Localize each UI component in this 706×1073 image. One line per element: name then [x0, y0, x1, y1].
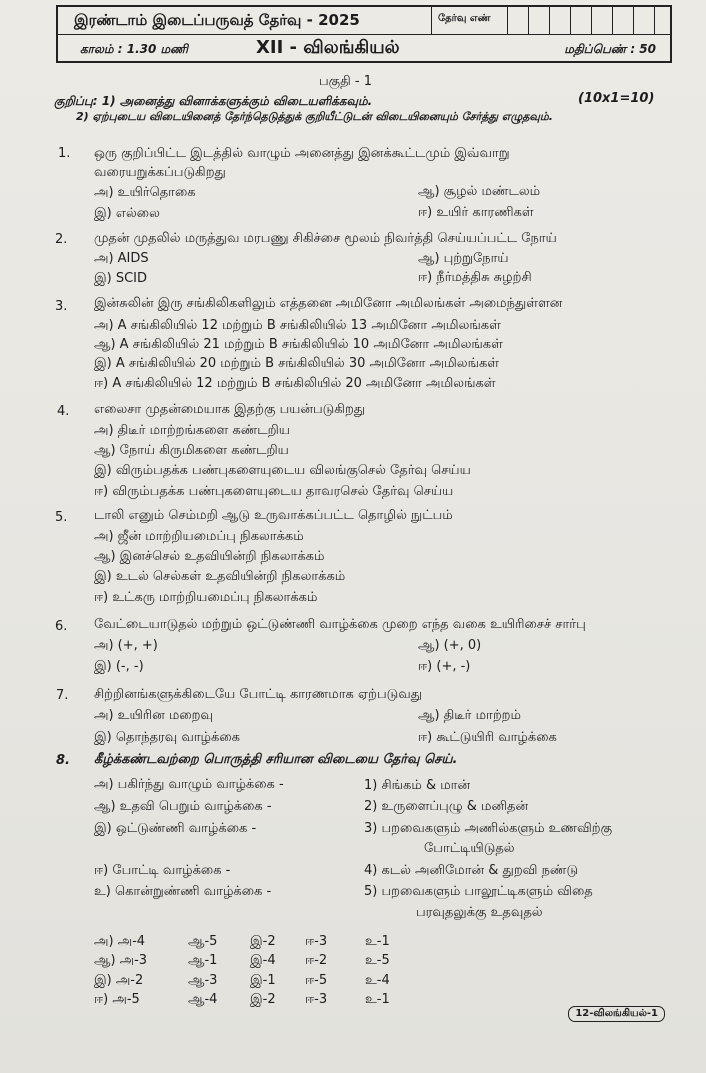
option: ஈ) நீர்மத்திசு சுழற்சி: [418, 270, 532, 285]
answer-cell: உ-4: [365, 973, 390, 988]
register-number-box: [431, 7, 671, 34]
option: ஆ) புற்றுநோய்: [418, 251, 509, 266]
answer-cell: ஆ-4: [188, 992, 218, 1007]
option: இ) (-, -): [94, 659, 144, 674]
match-left-item: ஈ) போட்டி வாழ்க்கை -: [94, 863, 231, 878]
reg-cell: [528, 7, 549, 34]
reg-cell: [612, 7, 633, 34]
option: ஈ) A சங்கிலியில் 12 மற்றும் B சங்கிலியில் 20 அமினோ அமிலங்கள்: [94, 376, 496, 391]
option: ஈ) விரும்பதக்க பண்புகளையுடைய தாவரசெல் தேர்வு செய்ய: [94, 484, 454, 499]
reg-cell: [591, 7, 612, 34]
option: இ) விரும்பதக்க பண்புகளையுடைய விலங்குசெல் தேர்வு செய்ய: [94, 463, 471, 478]
question-number: 5.: [55, 510, 68, 525]
question-number: 6.: [55, 619, 68, 634]
answer-cell: ஆ-3: [188, 973, 218, 988]
option: ஈ) உட்கரு மாற்றியமைப்பு நிகலாக்கம்: [94, 590, 318, 605]
reg-cell: [654, 7, 675, 34]
question-number: 1.: [58, 146, 71, 161]
answer-cell: இ-2: [250, 934, 276, 949]
question-number: 2.: [55, 232, 68, 247]
answer-cell: உ-1: [365, 992, 390, 1007]
match-right-item: 4) கடல் அனிமோன் & துறவி நண்டு: [364, 863, 579, 878]
answer-option: அ) அ-4: [94, 934, 146, 949]
answer-cell: உ-5: [365, 953, 390, 968]
exam-duration: காலம் : 1.30 மணி: [80, 42, 189, 56]
instruction-1: குறிப்பு: 1) அனைத்து வினாக்களுக்கும் விடையளிக்கவும்.: [54, 94, 373, 108]
answer-cell: ஈ-3: [305, 934, 328, 949]
exam-title: இரண்டாம் இடைப்பருவத் தேர்வு - 2025: [74, 11, 360, 29]
question-text: டாலி எனும் செம்மறி ஆடு உருவாக்கப்பட்ட தொழில் நுட்பம்: [94, 508, 453, 523]
match-right-item: 5) பறவைகளும் பாலூட்டிகளும் விதை: [364, 884, 593, 899]
answer-cell: ஈ-3: [305, 992, 328, 1007]
option: இ) A சங்கிலியில் 20 மற்றும் B சங்கிலியில் 30 அமினோ அமிலங்கள்: [94, 356, 500, 371]
question-text: இன்சுலின் இரு சங்கிலிகளிலும் எத்தனை அமினோ அமிலங்கள் அமைந்துள்ளன: [94, 296, 563, 311]
answer-option: ஈ) அ-5: [94, 992, 140, 1007]
option: அ) ஜீன் மாற்றியமைப்பு நிகலாக்கம்: [94, 529, 304, 544]
answer-option: ஆ) அ-3: [94, 953, 148, 968]
part-marks: (10x1=10): [578, 91, 655, 106]
answer-cell: இ-2: [250, 992, 276, 1007]
exam-header: [56, 5, 672, 63]
option: இ) எல்லை: [94, 206, 160, 221]
match-right-item: 3) பறவைகளும் அணில்களும் உணவிற்கு: [364, 821, 613, 836]
header-top-row: [58, 7, 670, 35]
answer-cell: ஆ-1: [188, 953, 218, 968]
answer-cell: இ-4: [250, 953, 276, 968]
instruction-2: 2) ஏற்புடைய விடையினைத் தேர்ந்தெடுத்துக் குறியீட்டுடன் விடையினையும் சேர்த்து எழுதவும்.: [76, 110, 553, 123]
option: அ) A சங்கிலியில் 12 மற்றும் B சங்கிலியில் 13 அமினோ அமிலங்கள்: [94, 318, 501, 333]
register-number-label: தேர்வு எண்: [438, 13, 491, 24]
option: ஆ) திடீர் மாற்றம்: [418, 708, 521, 723]
page-tag: 12-விலங்கியல்-1: [568, 1006, 665, 1022]
reg-cell: [570, 7, 591, 34]
option: ஆ) இனச்செல் உதவியின்றி நிகலாக்கம்: [94, 549, 325, 564]
option: ஆ) A சங்கிலியில் 21 மற்றும் B சங்கிலியில் 10 அமினோ அமிலங்கள்: [94, 337, 503, 352]
option: ஆ) (+, 0): [418, 638, 482, 653]
match-right-item: பரவுதலுக்கு உதவுதல்: [416, 905, 543, 920]
match-right-item: 1) சிங்கம் & மான்: [364, 778, 471, 793]
question-text: சிற்றினங்களுக்கிடையே போட்டி காரணமாக ஏற்படுவது: [94, 687, 422, 702]
answer-cell: ஈ-2: [305, 953, 328, 968]
question-text: எலைசா முதன்மையாக இதற்கு பயன்படுகிறது: [94, 402, 366, 417]
subject-title: XII - விலங்கியல்: [256, 37, 400, 58]
answer-option: இ) அ-2: [94, 973, 144, 988]
question-text: முதன் முதலில் மருத்துவ மரபணு சிகிச்சை மூலம் நிவர்த்தி செய்யப்பட்ட நோய்: [94, 231, 557, 246]
question-text: ஒரு குறிப்பிட்ட இடத்தில் வாழும் அனைத்து இனக்கூட்டமும் இவ்வாறு: [94, 146, 510, 161]
option: இ) தொந்தரவு வாழ்க்கை: [94, 730, 240, 745]
match-left-item: உ) கொன்றுண்ணி வாழ்க்கை -: [94, 884, 272, 899]
option: ஈ) உயிர் காரணிகள்: [418, 205, 534, 220]
question-number: 3.: [55, 299, 68, 314]
option: இ) SCID: [94, 271, 148, 286]
question-number: 4.: [57, 404, 70, 419]
question-number: 7.: [56, 688, 69, 703]
answer-cell: ஈ-5: [305, 973, 328, 988]
match-left-item: அ) பகிர்ந்து வாழும் வாழ்க்கை -: [94, 777, 284, 792]
option: அ) உயிரின மறைவு: [94, 708, 213, 723]
answer-cell: இ-1: [250, 973, 276, 988]
question-text: வேட்டையாடுதல் மற்றும் ஒட்டுண்ணி வாழ்க்கை முறை எந்த வகை உயிரிசைச் சார்பு: [94, 617, 586, 632]
reg-cell: [549, 7, 570, 34]
question-text: கீழ்க்கண்டவற்றை பொருத்தி சரியான விடையை தேர்வு செய்.: [94, 752, 458, 767]
option: ஈ) கூட்டுயிரி வாழ்க்கை: [418, 730, 557, 745]
match-left-item: ஆ) உதவி பெறும் வாழ்க்கை -: [94, 799, 272, 814]
option: இ) உடல் செல்கள் உதவியின்றி நிகலாக்கம்: [94, 569, 346, 584]
match-right-item: போட்டியிடுதல்: [424, 841, 515, 856]
option: ஆ) நோய் கிருமிகளை கண்டறிய: [94, 443, 289, 458]
option: ஈ) (+, -): [418, 659, 471, 674]
match-right-item: 2) உருளைப்புழு & மனிதன்: [364, 799, 529, 814]
answer-cell: ஆ-5: [188, 934, 218, 949]
match-left-item: இ) ஒட்டுண்ணி வாழ்க்கை -: [94, 821, 257, 836]
option: அ) AIDS: [94, 251, 149, 266]
option: அ) திடீர் மாற்றங்களை கண்டறிய: [94, 423, 290, 438]
answer-cell: உ-1: [365, 934, 390, 949]
question-text: வரையறுக்கப்படுகிறது: [94, 165, 226, 180]
part-title: பகுதி - 1: [319, 74, 373, 89]
question-number: 8.: [56, 753, 70, 768]
option: ஆ) சூழல் மண்டலம்: [418, 184, 541, 199]
max-marks: மதிப்பெண் : 50: [564, 42, 656, 56]
reg-cell: [633, 7, 654, 34]
register-number-cells: [507, 7, 675, 34]
option: அ) (+, +): [94, 638, 158, 653]
reg-cell: [507, 7, 528, 34]
option: அ) உயிர்தொகை: [94, 185, 196, 200]
